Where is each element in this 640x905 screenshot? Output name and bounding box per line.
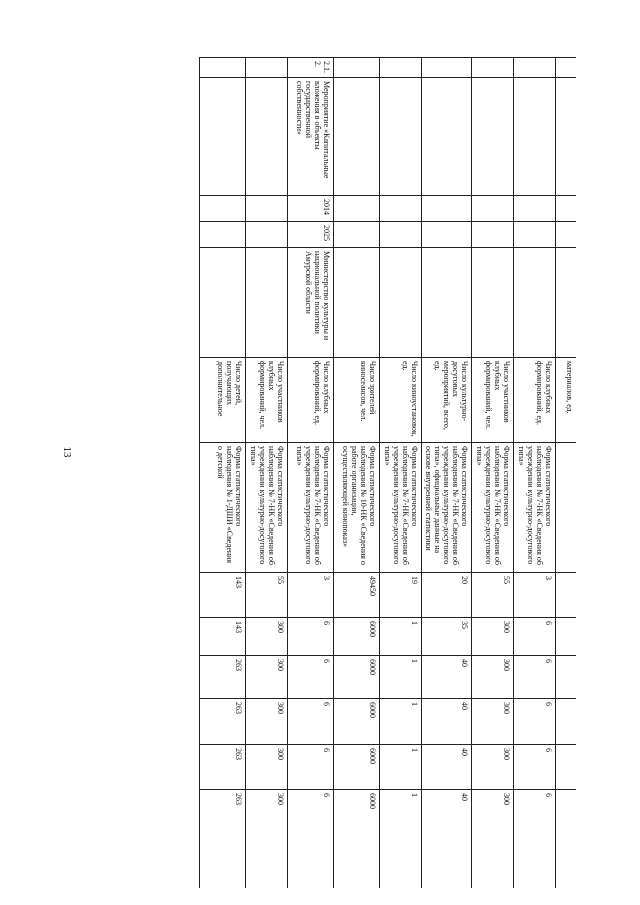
cell-num xyxy=(556,58,576,78)
cell-start xyxy=(200,196,246,222)
cell-y3: 40 xyxy=(422,699,472,745)
cell-executor xyxy=(200,248,246,358)
cell-base: 3 xyxy=(288,573,334,618)
cell-end xyxy=(246,222,288,248)
cell-y4: 40 xyxy=(422,745,472,790)
cell-y5: 1 xyxy=(380,790,422,889)
cell-num xyxy=(514,58,556,78)
cell-base: 19 xyxy=(380,573,422,618)
cell-y4: 6 xyxy=(514,745,556,790)
cell-form: Форма статистического наблюдения № 1-ДШИ «Сведения о детской xyxy=(200,443,246,573)
cell-activity xyxy=(334,78,380,196)
cell-form xyxy=(556,443,576,573)
cell-executor xyxy=(334,248,380,358)
cell-y3 xyxy=(556,699,576,745)
cell-y2: 300 xyxy=(246,656,288,699)
cell-start xyxy=(556,196,576,222)
cell-end: 2025 xyxy=(288,222,334,248)
cell-y3: 1 xyxy=(380,699,422,745)
cell-base: 20 xyxy=(422,573,472,618)
cell-y2: 6 xyxy=(288,656,334,699)
cell-form: Форма статистического наблюдения № 10-НК «Сведения о работе организации, осуществляющей кинопоказ» xyxy=(334,443,380,573)
cell-num xyxy=(334,58,380,78)
cell-end xyxy=(514,222,556,248)
cell-y4 xyxy=(556,745,576,790)
cell-y4: 6 xyxy=(288,745,334,790)
cell-indicator: Число клубных формирований, ед. xyxy=(514,358,556,443)
table-row xyxy=(514,58,556,889)
cell-y5: 6 xyxy=(288,790,334,889)
cell-form: Форма статистического наблюдения № 7-НК «Сведения об учреждении культурно-досугового типа», официальные данные на основе внутренней статистики xyxy=(422,443,472,573)
cell-executor xyxy=(472,248,514,358)
cell-end xyxy=(556,222,576,248)
cell-executor xyxy=(422,248,472,358)
page-rotator xyxy=(88,57,576,888)
cell-form: Форма статистического наблюдения № 7-НК «Сведения об учреждении культурно-досугового типа» xyxy=(288,443,334,573)
cell-base: 55 xyxy=(472,573,514,618)
cell-activity xyxy=(380,78,422,196)
cell-activity xyxy=(200,78,246,196)
cell-y3: 6000 xyxy=(334,699,380,745)
cell-start xyxy=(514,196,556,222)
cell-end xyxy=(334,222,380,248)
table-row xyxy=(422,58,472,889)
cell-executor xyxy=(514,248,556,358)
cell-executor xyxy=(246,248,288,358)
table-row xyxy=(380,58,422,889)
cell-end xyxy=(472,222,514,248)
cell-activity xyxy=(422,78,472,196)
cell-y4: 1 xyxy=(380,745,422,790)
cell-y5: 6000 xyxy=(334,790,380,889)
table-row xyxy=(288,58,334,889)
landscape-page xyxy=(88,57,576,888)
cell-y2: 6000 xyxy=(334,656,380,699)
cell-y1: 143 xyxy=(200,618,246,656)
cell-end xyxy=(422,222,472,248)
cell-activity xyxy=(472,78,514,196)
cell-indicator: Число клубных формирований, ед. xyxy=(288,358,334,443)
cell-start xyxy=(472,196,514,222)
cell-y1: 300 xyxy=(472,618,514,656)
cell-y5: 6 xyxy=(514,790,556,889)
cell-y1: 300 xyxy=(246,618,288,656)
cell-end xyxy=(200,222,246,248)
cell-y2: 1 xyxy=(380,656,422,699)
cell-base: 3 xyxy=(514,573,556,618)
cell-activity xyxy=(246,78,288,196)
cell-start xyxy=(422,196,472,222)
cell-start xyxy=(334,196,380,222)
cell-y4: 263 xyxy=(200,745,246,790)
cell-y4: 6000 xyxy=(334,745,380,790)
cell-base: 143 xyxy=(200,573,246,618)
cell-y4: 300 xyxy=(472,745,514,790)
cell-y1: 6 xyxy=(288,618,334,656)
cell-end xyxy=(380,222,422,248)
cell-num xyxy=(380,58,422,78)
table-row xyxy=(200,58,246,889)
cell-num xyxy=(246,58,288,78)
cell-y2 xyxy=(556,656,576,699)
cell-y3: 6 xyxy=(288,699,334,745)
cell-start xyxy=(380,196,422,222)
cell-base xyxy=(556,573,576,618)
cell-y5: 300 xyxy=(472,790,514,889)
table-row xyxy=(556,58,576,889)
cell-form: Форма статистического наблюдения № 7-НК «Сведения об учреждении культурно-досугового типа» xyxy=(246,443,288,573)
cell-start xyxy=(246,196,288,222)
cell-y5: 40 xyxy=(422,790,472,889)
cell-activity xyxy=(556,78,576,196)
table-row xyxy=(472,58,514,889)
page-number: 13 xyxy=(61,446,73,458)
cell-num xyxy=(422,58,472,78)
cell-form: Форма статистического наблюдения № 7-НК «Сведения об учреждении культурно-досугового типа» xyxy=(514,443,556,573)
cell-activity xyxy=(514,78,556,196)
cell-y1: 6 xyxy=(514,618,556,656)
cell-y3: 300 xyxy=(246,699,288,745)
cell-form: Форма статистического наблюдения № 7-НК «Сведения об учреждении культурно-досугового типа» xyxy=(472,443,514,573)
cell-num xyxy=(200,58,246,78)
cell-y2: 300 xyxy=(472,656,514,699)
cell-y5: 300 xyxy=(246,790,288,889)
cell-y1: 1 xyxy=(380,618,422,656)
cell-y3: 6 xyxy=(514,699,556,745)
cell-executor xyxy=(380,248,422,358)
table-body xyxy=(200,58,576,889)
cell-y3: 300 xyxy=(472,699,514,745)
cell-base: 49450 xyxy=(334,573,380,618)
cell-indicator: Число культурно-досуговых мероприятий, всего, ед. xyxy=(422,358,472,443)
cell-base: 55 xyxy=(246,573,288,618)
cell-y5 xyxy=(556,790,576,889)
cell-indicator: Число киноустановок, ед. xyxy=(380,358,422,443)
cell-start: 2014 xyxy=(288,196,334,222)
cell-activity: Мероприятие «Капитальные вложения в объекты государственной собственности» xyxy=(288,78,334,196)
cell-y2: 6 xyxy=(514,656,556,699)
cell-y3: 263 xyxy=(200,699,246,745)
cell-indicator: материалов, ед. xyxy=(556,358,576,443)
cell-indicator: Число участников клубных формирований, чел. xyxy=(246,358,288,443)
cell-indicator: Число детей, получающих дополнительное xyxy=(200,358,246,443)
cell-y4: 300 xyxy=(246,745,288,790)
cell-y2: 40 xyxy=(422,656,472,699)
cell-num xyxy=(472,58,514,78)
cell-form: Форма статистического наблюдения № 7-НК «Сведения об учреждении культурно-досугового типа» xyxy=(380,443,422,573)
cell-num: 2.1.2. xyxy=(288,58,334,78)
cell-y5: 263 xyxy=(200,790,246,889)
cell-y1 xyxy=(556,618,576,656)
cell-y2: 263 xyxy=(200,656,246,699)
cell-y1: 6000 xyxy=(334,618,380,656)
table-row xyxy=(334,58,380,889)
cell-indicator: Число зрителей киносеансов, чел. xyxy=(334,358,380,443)
cell-indicator: Число участников клубных формирований, чел. xyxy=(472,358,514,443)
cell-y1: 35 xyxy=(422,618,472,656)
table-row xyxy=(246,58,288,889)
indicator-table xyxy=(200,57,577,888)
cell-executor xyxy=(556,248,576,358)
cell-executor: Министерство культуры и национальной политики Амурской области xyxy=(288,248,334,358)
